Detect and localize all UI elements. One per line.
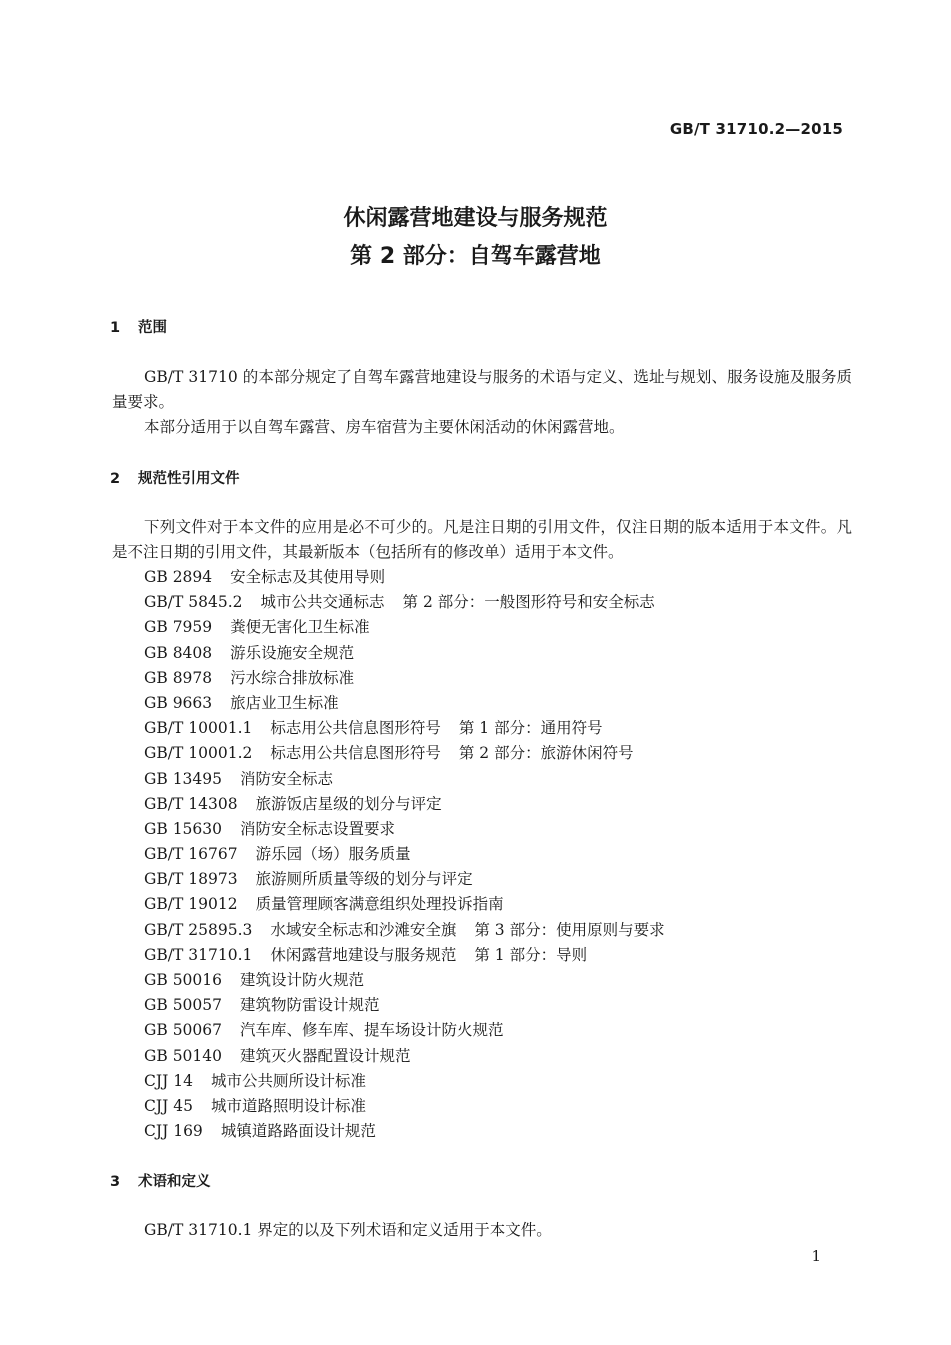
reference-title: 建筑设计防火规范 xyxy=(240,971,365,989)
reference-code: GB/T 31710.1 xyxy=(144,945,253,964)
section-2-paragraph-1: 下列文件对于本文件的应用是必不可少的。凡是注日期的引用文件，仅注日期的版本适用于本文件。凡是不注日期的引用文件，其最新版本（包括所有的修改单）适用于本文件。 xyxy=(112,518,852,561)
reference-item xyxy=(144,565,665,590)
reference-item xyxy=(144,741,665,766)
reference-title: 旅游饭店星级的划分与评定 xyxy=(255,794,442,813)
reference-title: 消防安全标志设置要求 xyxy=(240,819,396,838)
reference-item xyxy=(144,892,665,917)
reference-code: CJJ 169 xyxy=(144,1122,203,1141)
reference-item xyxy=(144,1119,665,1144)
section-title: 规范性引用文件 xyxy=(138,471,240,487)
page-number: 1 xyxy=(811,1247,821,1265)
section-number: 1 xyxy=(110,320,121,336)
reference-code: GB 50140 xyxy=(144,1046,223,1065)
reference-item xyxy=(144,1044,665,1069)
reference-title: 游乐设施安全规范 xyxy=(230,643,355,662)
reference-title: 汽车库、修车库、提车场设计防火规范 xyxy=(240,1021,504,1040)
reference-code: GB/T 10001.2 xyxy=(144,744,253,763)
reference-part: 第 3 部分：使用原则与要求 xyxy=(474,920,665,939)
standard-code: GB/T 31710.2—2015 xyxy=(669,120,843,138)
reference-part: 第 2 部分：旅游休闲符号 xyxy=(458,744,634,763)
reference-title: 安全标志及其使用导则 xyxy=(230,568,386,586)
reference-code: GB/T 18973 xyxy=(144,870,238,889)
reference-item xyxy=(144,943,665,968)
reference-code: GB 8408 xyxy=(144,643,213,662)
reference-code: GB/T 5845.2 xyxy=(144,593,243,612)
reference-item xyxy=(144,590,665,615)
reference-part: 第 1 部分：通用符号 xyxy=(458,719,603,738)
reference-code: GB 2894 xyxy=(144,568,213,586)
reference-title: 城镇道路路面设计规范 xyxy=(220,1122,376,1141)
reference-item xyxy=(144,867,665,892)
reference-item xyxy=(144,767,665,792)
section-number: 2 xyxy=(110,471,121,487)
reference-code: GB/T 14308 xyxy=(144,794,238,813)
reference-title: 标志用公共信息图形符号 xyxy=(270,744,441,763)
reference-title: 污水综合排放标准 xyxy=(230,668,355,687)
reference-code: GB 50067 xyxy=(144,1021,223,1040)
reference-item xyxy=(144,792,665,817)
section-2-heading xyxy=(110,467,240,488)
reference-part: 第 1 部分：导则 xyxy=(474,945,588,964)
reference-title: 标志用公共信息图形符号 xyxy=(270,719,441,738)
section-title: 范围 xyxy=(138,320,167,336)
reference-item xyxy=(144,918,665,943)
reference-item xyxy=(144,1069,665,1094)
reference-code: CJJ 14 xyxy=(144,1071,193,1090)
reference-code: GB 50057 xyxy=(144,996,223,1015)
document-subtitle: 第 2 部分：自驾车露营地 xyxy=(350,244,601,269)
reference-item xyxy=(144,716,665,741)
reference-code: CJJ 45 xyxy=(144,1096,193,1115)
reference-title: 粪便无害化卫生标准 xyxy=(230,618,370,637)
reference-code: GB 50016 xyxy=(144,971,223,989)
reference-title: 城市公共厕所设计标准 xyxy=(210,1071,366,1090)
reference-item xyxy=(144,641,665,666)
reference-item xyxy=(144,968,665,993)
section-3-paragraph-1: GB/T 31710.1 界定的以及下列术语和定义适用于本文件。 xyxy=(144,1221,552,1239)
reference-code: GB 9663 xyxy=(144,693,213,712)
reference-code: GB/T 16767 xyxy=(144,845,238,864)
reference-code: GB 8978 xyxy=(144,668,213,687)
reference-title: 消防安全标志 xyxy=(240,769,334,788)
reference-item xyxy=(144,691,665,716)
reference-code: GB 15630 xyxy=(144,819,223,838)
reference-code: GB/T 10001.1 xyxy=(144,719,253,738)
reference-code: GB/T 25895.3 xyxy=(144,920,253,939)
reference-title: 城市公共交通标志 xyxy=(260,593,385,612)
section-1-paragraph-1: GB/T 31710 的本部分规定了自驾车露营地建设与服务的术语与定义、选址与规划、服务设施及服务质量要求。 xyxy=(112,368,852,411)
reference-title: 休闲露营地建设与服务规范 xyxy=(270,945,457,964)
reference-item xyxy=(144,842,665,867)
reference-item xyxy=(144,1018,665,1043)
reference-item xyxy=(144,993,665,1018)
reference-title: 建筑物防雷设计规范 xyxy=(240,996,380,1015)
reference-title: 旅游厕所质量等级的划分与评定 xyxy=(255,870,473,889)
reference-item xyxy=(144,817,665,842)
reference-item xyxy=(144,1094,665,1119)
reference-title: 城市道路照明设计标准 xyxy=(210,1096,366,1115)
reference-title: 质量管理顾客满意组织处理投诉指南 xyxy=(255,895,504,914)
reference-part: 第 2 部分：一般图形符号和安全标志 xyxy=(402,593,655,612)
section-1-heading xyxy=(110,316,167,337)
reference-item xyxy=(144,666,665,691)
reference-title: 旅店业卫生标准 xyxy=(230,693,339,712)
section-3-heading xyxy=(110,1170,211,1191)
normative-references-list xyxy=(144,565,665,1144)
reference-code: GB/T 19012 xyxy=(144,895,238,914)
reference-code: GB 13495 xyxy=(144,769,223,788)
reference-title: 建筑灭火器配置设计规范 xyxy=(240,1046,411,1065)
reference-item xyxy=(144,615,665,640)
section-1-paragraph-2: 本部分适用于以自驾车露营、房车宿营为主要休闲活动的休闲露营地。 xyxy=(144,418,625,436)
document-title: 休闲露营地建设与服务规范 xyxy=(343,206,608,231)
reference-code: GB 7959 xyxy=(144,618,213,637)
section-number: 3 xyxy=(110,1174,121,1190)
reference-title: 水域安全标志和沙滩安全旗 xyxy=(270,920,457,939)
section-title: 术语和定义 xyxy=(138,1174,211,1190)
reference-title: 游乐园（场）服务质量 xyxy=(255,845,411,864)
